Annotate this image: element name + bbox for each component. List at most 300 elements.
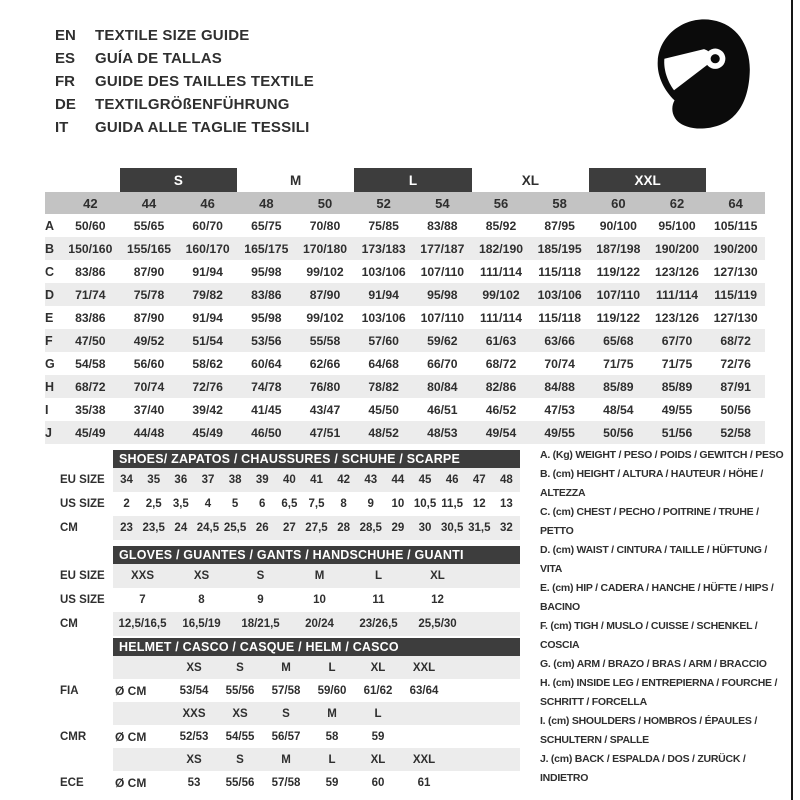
size-column-header: 60	[611, 195, 626, 211]
language-code: EN	[55, 27, 76, 44]
size-value-cell: 185/195	[537, 241, 582, 256]
size-cell: 20/24	[305, 618, 334, 630]
language-row	[55, 47, 314, 70]
shoes-title-row	[60, 450, 520, 468]
measurement-letter: D	[45, 287, 55, 302]
helmet-row	[60, 748, 520, 771]
size-value-cell: 48/53	[427, 425, 458, 440]
size-cell: 10	[391, 498, 405, 510]
size-value-cell: 170/180	[302, 241, 348, 256]
size-value-cell: 95/98	[251, 264, 282, 279]
size-value-cell: 68/72	[485, 356, 517, 371]
legend-entry: B. (cm) HEIGHT / ALTURA / HAUTEUR / HÖHE / ALTEZZA	[540, 468, 764, 499]
measurement-row	[45, 421, 765, 444]
size-group-s: S	[120, 168, 237, 192]
size-cell: 40	[282, 474, 296, 486]
size-cell: XL	[370, 753, 386, 766]
size-cell: 57/58	[271, 684, 301, 697]
size-value-cell: 51/54	[192, 333, 223, 348]
row-label: EU SIZE	[60, 570, 105, 582]
size-value-cell: 150/160	[68, 241, 113, 256]
size-cell: 31,5	[468, 522, 491, 534]
measurement-letter: F	[45, 333, 53, 348]
size-value-cell: 115/119	[714, 287, 758, 302]
legend-entry: I. (cm) SHOULDERS / HOMBROS / ÉPAULES / SCHULTERN / SPALLE	[540, 715, 757, 746]
row-label	[60, 748, 113, 771]
size-value-cell: 51/56	[661, 425, 693, 440]
size-cell: 11	[372, 594, 385, 606]
legend-entry: H. (cm) INSIDE LEG / ENTREPIERNA / FOURCHE / SCHRITT / FORCELLA	[540, 677, 778, 708]
label-spacer	[60, 450, 113, 468]
size-cell: 10,5	[413, 498, 437, 510]
row-label: US SIZE	[60, 498, 105, 510]
size-value-cell: 68/72	[720, 333, 751, 348]
measurement-values	[61, 329, 765, 352]
size-value-cell: 58/62	[192, 356, 223, 371]
size-cell: 18/21,5	[241, 618, 280, 630]
size-cell: 6	[259, 498, 266, 510]
size-cell: M	[281, 753, 291, 766]
size-cell: XXS	[130, 570, 154, 582]
measurement-row	[45, 329, 765, 352]
size-cell: 28,5	[359, 522, 382, 534]
size-value-cell: 75/85	[368, 218, 399, 233]
size-value-cell: 76/80	[309, 379, 341, 394]
size-value-cell: 75/78	[133, 287, 165, 302]
language-title: GUIDE DES TAILLES TEXTILE	[95, 73, 314, 90]
diameter-unit-label: Ø CM	[115, 729, 147, 744]
size-value-cell: 61/63	[485, 333, 517, 348]
size-value-cell: 85/89	[603, 379, 634, 394]
size-value-cell: 62/66	[309, 356, 341, 371]
size-value-cell: 85/92	[485, 218, 517, 233]
size-value-cell: 107/110	[596, 287, 641, 302]
gloves-row	[60, 588, 520, 612]
size-cell: 63/64	[409, 684, 439, 697]
measurement-values	[61, 421, 765, 444]
gloves-title-row	[60, 546, 520, 564]
size-value-cell: 83/86	[75, 310, 106, 325]
size-cell: 23	[120, 522, 133, 534]
row-label: FIA	[60, 684, 79, 697]
helmet-values	[113, 725, 520, 748]
size-value-cell: 91/94	[192, 310, 223, 325]
size-value-cell: 87/90	[309, 287, 341, 302]
legend-entry: G. (cm) ARM / BRAZO / BRAS / ARM / BRACCIO	[540, 658, 767, 670]
measurement-letter: H	[45, 379, 55, 394]
size-cell: 55/56	[225, 776, 255, 789]
measurement-letter: B	[45, 241, 55, 256]
size-value-cell: 91/94	[192, 264, 223, 279]
size-cell: 39	[255, 474, 269, 486]
size-cell: 36	[174, 474, 188, 486]
size-value-cell: 87/90	[133, 264, 165, 279]
size-cell: S	[282, 707, 290, 720]
diameter-unit-label: Ø CM	[115, 683, 147, 698]
size-cell: 53/54	[179, 684, 209, 697]
size-cell: XXL	[412, 753, 436, 766]
helmet-size-table	[60, 638, 520, 794]
helmet-row	[60, 771, 520, 794]
size-cell: 35	[147, 474, 161, 486]
page-right-border	[791, 0, 793, 800]
row-label	[60, 656, 113, 679]
size-column-header: 46	[200, 195, 215, 211]
size-value-cell: 90/100	[599, 218, 637, 233]
helmet-values	[113, 679, 520, 702]
size-cell: 47	[472, 474, 486, 486]
size-cell: 28	[337, 522, 351, 534]
size-value-cell: 127/130	[713, 310, 758, 325]
size-cell: 9	[367, 498, 374, 510]
label-spacer	[60, 638, 113, 656]
size-column-header: 44	[141, 195, 157, 211]
diameter-unit-label	[113, 748, 171, 771]
size-cell: 27,5	[305, 522, 328, 534]
row-label: CMR	[60, 730, 87, 743]
size-value-cell: 63/66	[544, 333, 575, 348]
size-cell: S	[236, 661, 244, 674]
size-value-cell: 70/74	[544, 356, 575, 371]
size-value-cell: 83/86	[75, 264, 106, 279]
size-value-cell: 99/102	[482, 287, 520, 302]
size-column-header: 54	[435, 195, 450, 211]
size-value-cell: 68/72	[75, 379, 106, 394]
size-value-cell: 165/175	[244, 241, 289, 256]
size-cell: XL	[370, 661, 386, 674]
diameter-unit-label: Ø CM	[115, 775, 147, 790]
label-spacer	[60, 546, 113, 564]
size-cell: 41	[310, 474, 323, 486]
size-cell: 38	[228, 474, 242, 486]
size-cell: M	[314, 570, 325, 582]
size-cell: 46	[445, 474, 459, 486]
size-value-cell: 59/62	[427, 333, 458, 348]
size-group-m: M	[290, 172, 302, 188]
helmet-row	[60, 656, 520, 679]
size-value-cell: 123/126	[654, 264, 700, 279]
size-cell: XXL	[412, 661, 436, 674]
size-cell: 25,5	[223, 522, 247, 534]
legend-entry: C. (cm) CHEST / PECHO / POITRINE / TRUHE / PETTO	[540, 506, 759, 537]
size-value-cell: 84/88	[544, 379, 575, 394]
size-value-cell: 66/70	[427, 356, 458, 371]
size-value-cell: 155/165	[126, 241, 172, 256]
row-label	[60, 702, 113, 725]
size-value-cell: 45/49	[192, 425, 223, 440]
size-value-cell: 48/52	[368, 425, 399, 440]
measurement-values	[61, 398, 765, 421]
size-cell: 11,5	[441, 498, 464, 510]
language-title: GUÍA DE TALLAS	[95, 50, 222, 67]
size-value-cell: 49/52	[133, 333, 165, 348]
size-value-cell: 103/106	[361, 310, 406, 325]
size-cell: 27	[282, 522, 296, 534]
size-cell: 29	[391, 522, 405, 534]
language-code: IT	[55, 119, 69, 136]
gloves-row	[60, 612, 520, 636]
shoes-table-title: SHOES/ ZAPATOS / CHAUSSURES / SCHUHE / SCARPE	[113, 450, 520, 468]
size-cell: M	[327, 707, 337, 720]
language-title: TEXTILE SIZE GUIDE	[95, 27, 250, 44]
measurement-values	[61, 260, 765, 283]
size-value-cell: 60/64	[251, 356, 282, 371]
legend-entry: E. (cm) HIP / CADERA / HANCHE / HÜFTE / HIPS / BACINO	[540, 582, 774, 613]
size-cell: S	[236, 753, 244, 766]
measurement-rows	[45, 214, 765, 444]
legend-entry: D. (cm) WAIST / CINTURA / TAILLE / HÜFTUNG / VITA	[540, 544, 767, 575]
size-cell: XS	[186, 753, 202, 766]
size-cell: L	[374, 570, 383, 582]
size-value-cell: 187/198	[596, 241, 641, 256]
size-value-cell: 83/88	[427, 218, 458, 233]
size-value-cell: 95/98	[427, 287, 458, 302]
size-number-header-row	[45, 192, 765, 214]
size-value-cell: 49/55	[544, 425, 575, 440]
measurement-row	[45, 260, 765, 283]
size-value-cell: 115/118	[538, 264, 582, 279]
size-cell: 59/60	[317, 684, 347, 697]
measurement-values	[61, 237, 765, 260]
size-value-cell: 78/82	[368, 379, 399, 394]
size-value-cell: 50/56	[720, 402, 751, 417]
measurement-letter: E	[45, 310, 54, 325]
measurement-row	[45, 214, 765, 237]
diameter-unit-label	[113, 702, 171, 725]
language-row	[55, 116, 314, 139]
helmet-table-title: HELMET / CASCO / CASQUE / HELM / CASCO	[113, 638, 520, 656]
measurement-letter: G	[45, 356, 55, 371]
size-cell: 53	[187, 776, 201, 789]
language-title: GUIDA ALLE TAGLIE TESSILI	[95, 119, 310, 136]
size-cell: 16,5/19	[182, 618, 221, 630]
size-cell: S	[256, 570, 265, 582]
legend-entry: J. (cm) BACK / ESPALDA / DOS / ZURÜCK / INDIETRO	[540, 753, 746, 784]
size-value-cell: 39/42	[192, 402, 223, 417]
size-cell: 45	[418, 474, 432, 486]
size-cell: 13	[500, 498, 513, 510]
measurement-letter: A	[45, 218, 55, 233]
size-value-cell: 107/110	[420, 264, 465, 279]
helmet-values	[113, 748, 520, 771]
gloves-size-table	[60, 546, 520, 636]
size-value-cell: 37/40	[133, 402, 165, 417]
size-cell: 9	[257, 594, 264, 606]
size-column-header: 58	[552, 195, 567, 211]
size-cell: 5	[231, 498, 239, 510]
size-value-cell: 49/55	[661, 402, 693, 417]
size-cell: XXS	[182, 707, 206, 720]
shoes-size-table	[60, 450, 520, 540]
size-column-header: 50	[317, 195, 333, 211]
measurement-row	[45, 398, 765, 421]
size-value-cell: 127/130	[713, 264, 758, 279]
language-title-list	[55, 24, 314, 139]
row-label: ECE	[60, 776, 84, 789]
legend-entry: F. (cm) TIGH / MUSLO / CUISSE / SCHENKEL / COSCIA	[540, 620, 758, 651]
main-size-table	[45, 168, 765, 444]
size-value-cell: 177/187	[420, 241, 465, 256]
shoes-values	[113, 492, 520, 516]
shoes-row	[60, 492, 520, 516]
row-label: CM	[60, 618, 78, 630]
size-column-header: 56	[493, 195, 509, 211]
size-value-cell: 87/90	[133, 310, 165, 325]
size-cell: 26	[255, 522, 269, 534]
size-value-cell: 46/50	[251, 425, 282, 440]
size-group-xl: XL	[521, 172, 539, 188]
size-value-cell: 70/74	[133, 379, 165, 394]
measurement-row	[45, 237, 765, 260]
size-cell: 59	[371, 730, 385, 743]
size-cell: 3,5	[172, 498, 189, 510]
size-value-cell: 72/76	[720, 356, 751, 371]
size-cell: M	[281, 661, 291, 674]
size-value-cell: 87/95	[544, 218, 575, 233]
size-value-cell: 65/75	[251, 218, 282, 233]
size-column-header: 62	[669, 195, 685, 211]
size-value-cell: 111/114	[655, 287, 699, 302]
language-title: TEXTILGRÖßENFÜHRUNG	[95, 96, 290, 113]
size-cell: 30	[418, 522, 432, 534]
size-column-header: 64	[728, 195, 743, 211]
size-cell: 52/53	[179, 730, 209, 743]
size-value-cell: 41/45	[251, 402, 282, 417]
size-value-cell: 95/98	[251, 310, 282, 325]
size-value-cell: 190/200	[654, 241, 700, 256]
measurement-row	[45, 352, 765, 375]
size-value-cell: 35/38	[75, 402, 106, 417]
size-cell: 2,5	[145, 498, 162, 510]
size-value-cell: 67/70	[661, 333, 693, 348]
language-code: FR	[55, 73, 75, 90]
measurement-values	[61, 283, 765, 306]
size-value-cell: 49/54	[485, 425, 517, 440]
size-value-cell: 119/122	[596, 310, 641, 325]
language-code: ES	[55, 50, 76, 67]
size-value-cell: 111/114	[479, 310, 523, 325]
size-value-cell: 74/78	[251, 379, 282, 394]
gloves-row	[60, 564, 520, 588]
size-cell: 2	[123, 498, 130, 510]
size-value-cell: 45/49	[75, 425, 106, 440]
shoes-row	[60, 516, 520, 540]
size-cell: 24	[174, 522, 188, 534]
size-cell	[401, 702, 447, 725]
size-value-cell: 182/190	[478, 241, 524, 256]
size-value-cell: 71/75	[661, 356, 693, 371]
size-cell	[401, 725, 447, 748]
measurement-values	[61, 214, 765, 237]
language-row	[55, 93, 314, 116]
helmet-values	[113, 702, 520, 725]
size-cell: L	[328, 661, 336, 674]
size-value-cell: 103/106	[537, 287, 582, 302]
size-cell: 7,5	[308, 498, 325, 510]
size-value-cell: 107/110	[420, 310, 465, 325]
size-cell: XS	[186, 661, 202, 674]
size-cell: 8	[198, 594, 205, 606]
size-value-cell: 43/47	[309, 402, 341, 417]
helmet-row	[60, 679, 520, 702]
size-value-cell: 64/68	[368, 356, 399, 371]
gloves-values	[113, 564, 520, 588]
size-value-cell: 54/58	[75, 356, 106, 371]
size-value-cell: 85/89	[661, 379, 693, 394]
size-cell: 34	[120, 474, 133, 486]
language-row	[55, 24, 314, 47]
size-group-xxl: XXL	[589, 168, 706, 192]
size-value-cell: 190/200	[713, 241, 758, 256]
size-value-cell: 47/53	[544, 402, 575, 417]
helmet-icon	[648, 14, 758, 138]
size-value-cell: 111/114	[479, 264, 523, 279]
size-cell: 4	[204, 498, 212, 510]
size-value-cell: 70/80	[309, 218, 341, 233]
size-cell: 23,5	[142, 522, 165, 534]
size-column-header: 42	[83, 195, 98, 211]
helmet-row	[60, 702, 520, 725]
size-value-cell: 82/86	[485, 379, 517, 394]
size-cell: 59	[325, 776, 339, 789]
row-label: EU SIZE	[60, 474, 105, 486]
measurement-legend	[540, 446, 788, 788]
size-cell: 60	[371, 776, 385, 789]
size-value-cell: 83/86	[251, 287, 282, 302]
size-cell: 8	[340, 498, 347, 510]
size-value-cell: 72/76	[192, 379, 223, 394]
shoes-values	[113, 468, 520, 492]
size-value-cell: 47/51	[309, 425, 341, 440]
measurement-values	[61, 306, 765, 329]
size-value-cell: 57/60	[368, 333, 399, 348]
size-cell: 32	[500, 522, 513, 534]
size-cell: 48	[500, 474, 513, 486]
size-cell: 44	[391, 474, 405, 486]
size-value-cell: 46/51	[427, 402, 458, 417]
size-cell: 54/55	[225, 730, 255, 743]
size-value-cell: 79/82	[192, 287, 223, 302]
size-value-cell: 55/58	[309, 333, 341, 348]
size-cell: 12	[431, 594, 444, 606]
size-value-cell: 99/102	[306, 264, 344, 279]
language-code: DE	[55, 96, 76, 113]
size-value-cell: 53/56	[251, 333, 282, 348]
size-value-cell: 103/106	[361, 264, 406, 279]
size-cell: 25,5/30	[418, 618, 457, 630]
shoes-row	[60, 468, 520, 492]
size-value-cell: 71/74	[75, 287, 106, 302]
measurement-values	[61, 375, 765, 398]
size-cell: 58	[325, 730, 339, 743]
size-cell: 10	[313, 594, 326, 606]
size-group-l: L	[354, 168, 471, 192]
size-cell: XL	[430, 570, 445, 582]
size-cell: 55/56	[225, 684, 255, 697]
size-cell: 57/58	[271, 776, 301, 789]
size-cell: 30,5	[440, 522, 464, 534]
helmet-title-row	[60, 638, 520, 656]
size-value-cell: 45/50	[368, 402, 399, 417]
size-value-cell: 48/54	[603, 402, 634, 417]
size-cell: XS	[193, 570, 210, 582]
row-label: US SIZE	[60, 594, 105, 606]
size-value-cell: 160/170	[185, 241, 230, 256]
helmet-row	[60, 725, 520, 748]
helmet-values	[113, 656, 520, 679]
measurement-row	[45, 283, 765, 306]
size-value-cell: 47/50	[75, 333, 106, 348]
